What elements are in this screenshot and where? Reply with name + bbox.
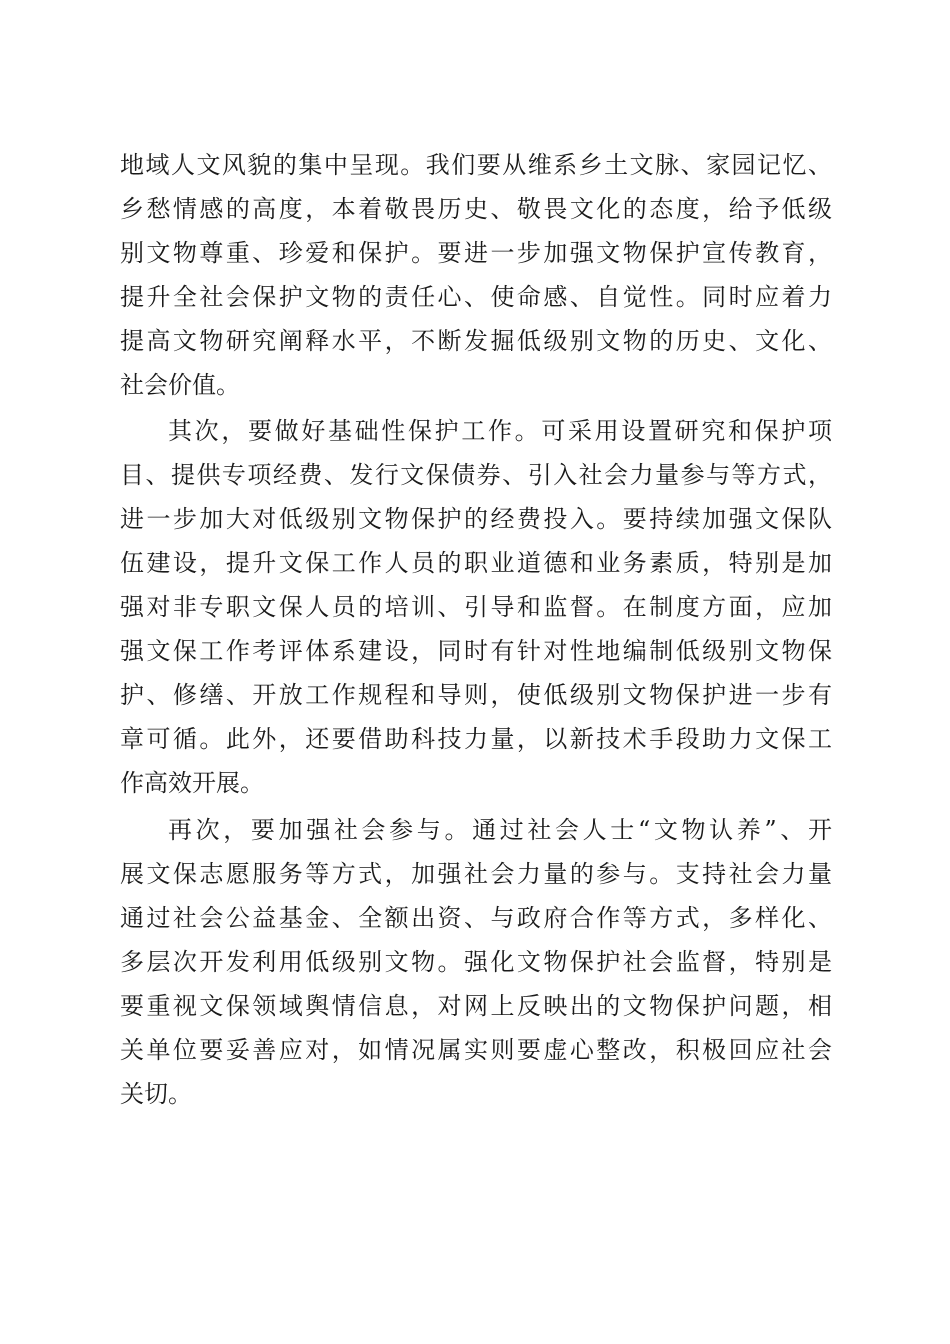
- paragraph-1-line-1: 地域人文风貌的集中呈现。我们要从维系乡土文脉、家园记忆、: [120, 151, 832, 179]
- paragraph-2-line-3: 进一步加大对低级别文物保护的经费投入。要持续加强文保队: [120, 505, 832, 533]
- paragraph-1-line-5: 提高文物研究阐释水平，不断发掘低级别文物的历史、文化、: [120, 327, 832, 355]
- paragraph-3-line-6: 关单位要妥善应对，如情况属实则要虚心整改，积极回应社会: [120, 1036, 832, 1064]
- paragraph-2-line-8: 章可循。此外，还要借助科技力量，以新技术手段助力文保工: [120, 725, 832, 753]
- paragraph-3-line-3: 通过社会公益基金、全额出资、与政府合作等方式，多样化、: [120, 904, 832, 932]
- paragraph-1-line-4: 提升全社会保护文物的责任心、使命感、自觉性。同时应着力: [120, 283, 832, 311]
- paragraph-1-line-2: 乡愁情感的高度，本着敬畏历史、敬畏文化的态度，给予低级: [120, 195, 832, 223]
- paragraph-2-line-2: 目、提供专项经费、发行文保债券、引入社会力量参与等方式，: [120, 461, 832, 489]
- paragraph-1-line-6: 社会价值。: [120, 371, 240, 399]
- paragraph-2-line-7: 护、修缮、开放工作规程和导则，使低级别文物保护进一步有: [120, 681, 832, 709]
- paragraph-2-line-1: 其次，要做好基础性保护工作。可采用设置研究和保护项: [168, 417, 832, 445]
- paragraph-2-line-4: 伍建设，提升文保工作人员的职业道德和业务素质，特别是加: [120, 549, 832, 577]
- paragraph-2-line-6: 强文保工作考评体系建设，同时有针对性地编制低级别文物保: [120, 637, 832, 665]
- paragraph-3-line-5: 要重视文保领域舆情信息，对网上反映出的文物保护问题，相: [120, 992, 832, 1020]
- paragraph-3-line-1: 再次，要加强社会参与。通过社会人士“文物认养”、开: [168, 816, 832, 844]
- paragraph-3-line-7: 关切。: [120, 1080, 192, 1108]
- paragraph-3-line-2: 展文保志愿服务等方式，加强社会力量的参与。支持社会力量: [120, 860, 832, 888]
- paragraph-2-line-5: 强对非专职文保人员的培训、引导和监督。在制度方面，应加: [120, 593, 832, 621]
- paragraph-1-line-3: 别文物尊重、珍爱和保护。要进一步加强文物保护宣传教育，: [120, 239, 832, 267]
- paragraph-3-line-4: 多层次开发利用低级别文物。强化文物保护社会监督，特别是: [120, 948, 832, 976]
- paragraph-2-line-9: 作高效开展。: [120, 769, 264, 797]
